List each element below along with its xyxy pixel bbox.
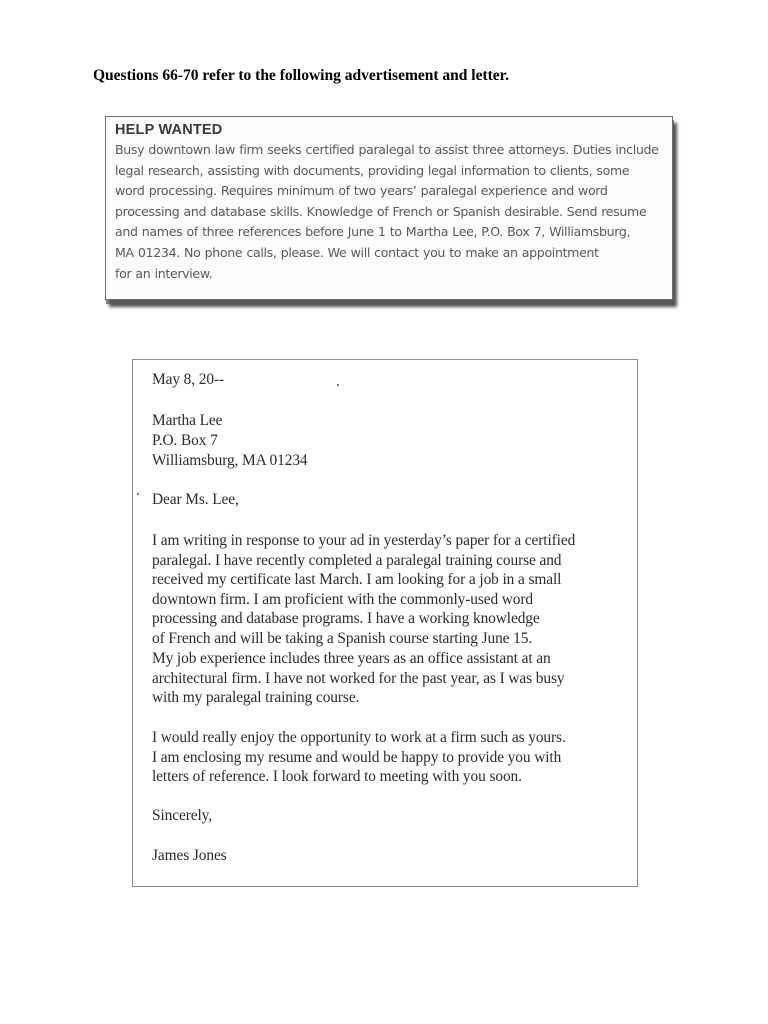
paragraph1-line: processing and database programs. I have a working knowledge bbox=[152, 610, 540, 627]
paragraph1-line: received my certificate last March. I am looking for a job in a small bbox=[152, 571, 562, 588]
ad-line: Busy downtown law firm seeks certified paralegal to assist three attorneys. Duties include bbox=[115, 142, 659, 157]
ad-title: HELP WANTED bbox=[115, 122, 223, 138]
scan-speck bbox=[337, 384, 339, 386]
salutation: Dear Ms. Lee, bbox=[152, 491, 239, 508]
ad-line: word processing. Requires minimum of two years’ paralegal experience and word bbox=[115, 183, 608, 199]
ad-body bbox=[115, 140, 664, 284]
paragraph1-line: downtown firm. I am proficient with the commonly-used word bbox=[152, 590, 534, 608]
ad-line: MA 01234. No phone calls, please. We will contact you to make an appointment bbox=[115, 244, 599, 260]
paragraph2-line: I am enclosing my resume and would be happy to provide you with bbox=[152, 748, 562, 766]
paragraph1-line: I am writing in response to your ad in yesterday’s paper for a certified bbox=[152, 532, 576, 549]
letter bbox=[132, 359, 638, 887]
paragraph1-line: My job experience includes three years as an office assistant at an bbox=[152, 650, 551, 667]
signature-name: James Jones bbox=[152, 847, 227, 864]
help-wanted-advertisement bbox=[105, 116, 673, 300]
ad-line: legal research, assisting with documents, providing legal information to clients, some bbox=[115, 162, 630, 178]
paragraph1-line: with my paralegal training course. bbox=[152, 689, 360, 706]
question-heading: Questions 66-70 refer to the following advertisement and letter. bbox=[93, 67, 510, 84]
letter-date: May 8, 20-- bbox=[152, 371, 224, 388]
paragraph2-line: I would really enjoy the opportunity to work at a firm such as yours. bbox=[152, 729, 566, 746]
paragraph1-line: paralegal. I have recently completed a paralegal training course and bbox=[152, 551, 562, 569]
recipient-address-line2: Williamsburg, MA 01234 bbox=[152, 452, 308, 469]
recipient-address-line1: P.O. Box 7 bbox=[152, 432, 218, 449]
ad-line: processing and database skills. Knowledge of French or Spanish desirable. Send resume bbox=[115, 203, 647, 219]
recipient-name: Martha Lee bbox=[152, 412, 223, 429]
paragraph1-line: of French and will be taking a Spanish course starting June 15. bbox=[152, 630, 533, 647]
paragraph1-line: architectural firm. I have not worked for the past year, as I was busy bbox=[152, 669, 565, 687]
paragraph2-line: letters of reference. I look forward to meeting with you soon. bbox=[152, 768, 522, 785]
scan-speck bbox=[137, 493, 139, 495]
ad-line: for an interview. bbox=[115, 265, 213, 281]
closing: Sincerely, bbox=[152, 807, 212, 824]
ad-line: and names of three references before June 1 to Martha Lee, P.O. Box 7, Williamsburg, bbox=[115, 224, 631, 240]
